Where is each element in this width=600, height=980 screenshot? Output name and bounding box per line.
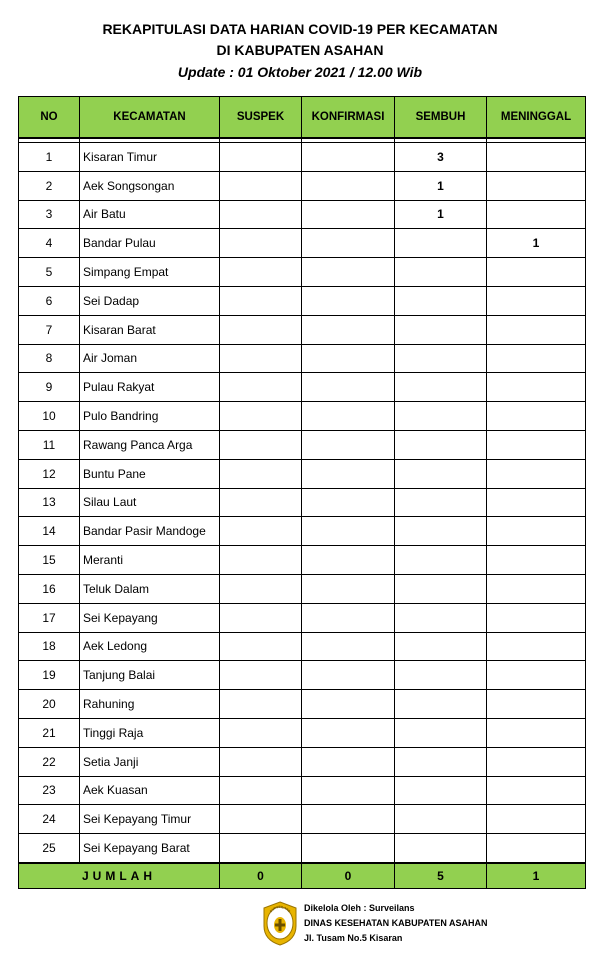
row-meninggal [487, 603, 586, 632]
row-kecamatan: Sei Dadap [80, 286, 220, 315]
row-sembuh [395, 373, 487, 402]
table-row [19, 661, 586, 690]
row-konfirmasi [302, 258, 395, 287]
table-row [19, 143, 586, 172]
row-kecamatan: Kisaran Timur [80, 143, 220, 172]
row-meninggal [487, 546, 586, 575]
table-row [19, 286, 586, 315]
col-header-meninggal: MENINGGAL [487, 97, 586, 139]
row-no: 8 [19, 344, 80, 373]
row-suspek [220, 200, 302, 229]
row-kecamatan: Pulo Bandring [80, 402, 220, 431]
row-no: 17 [19, 603, 80, 632]
row-meninggal [487, 315, 586, 344]
total-suspek: 0 [220, 863, 302, 889]
row-kecamatan: Sei Kepayang [80, 603, 220, 632]
row-konfirmasi [302, 776, 395, 805]
table-row [19, 834, 586, 863]
row-meninggal [487, 776, 586, 805]
row-konfirmasi [302, 459, 395, 488]
table-row [19, 430, 586, 459]
col-header-sembuh: SEMBUH [395, 97, 487, 139]
row-sembuh [395, 402, 487, 431]
row-suspek [220, 258, 302, 287]
row-sembuh [395, 430, 487, 459]
row-konfirmasi [302, 690, 395, 719]
row-kecamatan: Rawang Panca Arga [80, 430, 220, 459]
row-konfirmasi [302, 430, 395, 459]
table-row [19, 574, 586, 603]
row-kecamatan: Tanjung Balai [80, 661, 220, 690]
table-row [19, 258, 586, 287]
report-subtitle: DI KABUPATEN ASAHAN [216, 42, 384, 58]
update-timestamp: Update : 01 Oktober 2021 / 12.00 Wib [177, 64, 423, 80]
row-suspek [220, 459, 302, 488]
row-kecamatan: Air Batu [80, 200, 220, 229]
row-kecamatan: Bandar Pasir Mandoge [80, 517, 220, 546]
table-row [19, 603, 586, 632]
row-konfirmasi [302, 834, 395, 863]
row-no: 14 [19, 517, 80, 546]
row-no: 12 [19, 459, 80, 488]
row-suspek [220, 747, 302, 776]
table-row [19, 459, 586, 488]
row-kecamatan: Bandar Pulau [80, 229, 220, 258]
table-row [19, 546, 586, 575]
row-suspek [220, 603, 302, 632]
table-row [19, 315, 586, 344]
row-sembuh [395, 574, 487, 603]
row-meninggal [487, 171, 586, 200]
row-meninggal [487, 402, 586, 431]
row-sembuh [395, 546, 487, 575]
row-kecamatan: Sei Kepayang Timur [80, 805, 220, 834]
row-meninggal [487, 574, 586, 603]
row-sembuh [395, 690, 487, 719]
table-row [19, 718, 586, 747]
row-no: 15 [19, 546, 80, 575]
row-suspek [220, 402, 302, 431]
row-konfirmasi [302, 286, 395, 315]
row-meninggal [487, 661, 586, 690]
row-konfirmasi [302, 143, 395, 172]
row-meninggal [487, 459, 586, 488]
row-sembuh [395, 661, 487, 690]
row-suspek [220, 574, 302, 603]
footer-managed-by: Dikelola Oleh : Surveilans [304, 902, 415, 913]
row-no: 22 [19, 747, 80, 776]
total-konfirmasi: 0 [302, 863, 395, 889]
row-meninggal [487, 805, 586, 834]
totals-row [19, 863, 586, 889]
row-no: 4 [19, 229, 80, 258]
footer-agency: DINAS KESEHATAN KABUPATEN ASAHAN [304, 917, 488, 928]
row-suspek [220, 718, 302, 747]
row-konfirmasi [302, 805, 395, 834]
row-meninggal: 1 [487, 229, 586, 258]
row-sembuh [395, 517, 487, 546]
row-kecamatan: Meranti [80, 546, 220, 575]
row-konfirmasi [302, 632, 395, 661]
row-no: 16 [19, 574, 80, 603]
row-kecamatan: Sei Kepayang Barat [80, 834, 220, 863]
row-konfirmasi [302, 229, 395, 258]
table-row [19, 488, 586, 517]
row-kecamatan: Setia Janji [80, 747, 220, 776]
row-no: 25 [19, 834, 80, 863]
row-suspek [220, 143, 302, 172]
row-no: 5 [19, 258, 80, 287]
row-sembuh [395, 718, 487, 747]
row-no: 24 [19, 805, 80, 834]
row-suspek [220, 229, 302, 258]
table-row [19, 344, 586, 373]
col-header-kecamatan: KECAMATAN [80, 97, 220, 139]
row-suspek [220, 632, 302, 661]
table-body [19, 138, 586, 863]
row-sembuh [395, 805, 487, 834]
row-suspek [220, 344, 302, 373]
row-suspek [220, 546, 302, 575]
row-meninggal [487, 488, 586, 517]
row-kecamatan: Tinggi Raja [80, 718, 220, 747]
row-sembuh [395, 229, 487, 258]
row-suspek [220, 517, 302, 546]
table-row [19, 747, 586, 776]
row-no: 3 [19, 200, 80, 229]
table-header-row [19, 97, 586, 139]
row-no: 13 [19, 488, 80, 517]
row-no: 18 [19, 632, 80, 661]
table-row [19, 776, 586, 805]
row-sembuh [395, 344, 487, 373]
surveilans-emblem-icon [262, 900, 298, 946]
row-suspek [220, 834, 302, 863]
row-meninggal [487, 690, 586, 719]
row-konfirmasi [302, 344, 395, 373]
row-no: 11 [19, 430, 80, 459]
row-sembuh [395, 459, 487, 488]
row-sembuh: 1 [395, 171, 487, 200]
row-suspek [220, 776, 302, 805]
row-no: 21 [19, 718, 80, 747]
row-konfirmasi [302, 373, 395, 402]
row-no: 9 [19, 373, 80, 402]
covid-data-table [18, 96, 586, 889]
row-kecamatan: Kisaran Barat [80, 315, 220, 344]
row-kecamatan: Aek Songsongan [80, 171, 220, 200]
row-suspek [220, 690, 302, 719]
row-konfirmasi [302, 488, 395, 517]
row-meninggal [487, 286, 586, 315]
row-meninggal [487, 200, 586, 229]
row-konfirmasi [302, 517, 395, 546]
row-sembuh: 3 [395, 143, 487, 172]
table-row [19, 373, 586, 402]
row-meninggal [487, 632, 586, 661]
row-kecamatan: Teluk Dalam [80, 574, 220, 603]
table-row [19, 632, 586, 661]
row-kecamatan: Simpang Empat [80, 258, 220, 287]
totals-label: JUMLAH [19, 863, 220, 889]
row-meninggal [487, 258, 586, 287]
row-suspek [220, 661, 302, 690]
row-meninggal [487, 517, 586, 546]
row-kecamatan: Rahuning [80, 690, 220, 719]
table-row [19, 517, 586, 546]
row-kecamatan: Aek Kuasan [80, 776, 220, 805]
row-sembuh [395, 488, 487, 517]
row-konfirmasi [302, 315, 395, 344]
row-konfirmasi [302, 718, 395, 747]
row-suspek [220, 171, 302, 200]
row-suspek [220, 805, 302, 834]
footer-address: Jl. Tusam No.5 Kisaran [304, 932, 403, 943]
row-no: 1 [19, 143, 80, 172]
row-kecamatan: Aek Ledong [80, 632, 220, 661]
row-kecamatan: Silau Laut [80, 488, 220, 517]
row-sembuh [395, 776, 487, 805]
row-sembuh [395, 834, 487, 863]
row-sembuh [395, 286, 487, 315]
row-kecamatan: Air Joman [80, 344, 220, 373]
row-konfirmasi [302, 171, 395, 200]
row-meninggal [487, 373, 586, 402]
row-meninggal [487, 834, 586, 863]
row-suspek [220, 286, 302, 315]
row-meninggal [487, 344, 586, 373]
row-konfirmasi [302, 402, 395, 431]
row-no: 10 [19, 402, 80, 431]
col-header-konfirmasi: KONFIRMASI [302, 97, 395, 139]
logo-ring-text: SURVEILANS [268, 904, 292, 914]
row-sembuh [395, 258, 487, 287]
row-kecamatan: Buntu Pane [80, 459, 220, 488]
row-suspek [220, 315, 302, 344]
footer [262, 900, 488, 946]
table-row [19, 690, 586, 719]
row-konfirmasi [302, 546, 395, 575]
table-row [19, 229, 586, 258]
row-meninggal [487, 718, 586, 747]
row-meninggal [487, 747, 586, 776]
row-kecamatan: Pulau Rakyat [80, 373, 220, 402]
row-suspek [220, 373, 302, 402]
row-konfirmasi [302, 747, 395, 776]
row-sembuh: 1 [395, 200, 487, 229]
total-meninggal: 1 [487, 863, 586, 889]
row-konfirmasi [302, 661, 395, 690]
row-sembuh [395, 315, 487, 344]
row-no: 23 [19, 776, 80, 805]
table-row [19, 805, 586, 834]
row-konfirmasi [302, 603, 395, 632]
row-suspek [220, 430, 302, 459]
row-no: 6 [19, 286, 80, 315]
table-row [19, 402, 586, 431]
row-konfirmasi [302, 574, 395, 603]
row-sembuh [395, 603, 487, 632]
report-title: REKAPITULASI DATA HARIAN COVID-19 PER KECAMATAN [102, 21, 498, 37]
row-no: 20 [19, 690, 80, 719]
total-sembuh: 5 [395, 863, 487, 889]
table-row [19, 200, 586, 229]
row-no: 2 [19, 171, 80, 200]
table-row [19, 171, 586, 200]
row-no: 19 [19, 661, 80, 690]
row-suspek [220, 488, 302, 517]
row-meninggal [487, 143, 586, 172]
row-sembuh [395, 632, 487, 661]
row-konfirmasi [302, 200, 395, 229]
row-meninggal [487, 430, 586, 459]
col-header-suspek: SUSPEK [220, 97, 302, 139]
row-sembuh [395, 747, 487, 776]
col-header-no: NO [19, 97, 80, 139]
row-no: 7 [19, 315, 80, 344]
